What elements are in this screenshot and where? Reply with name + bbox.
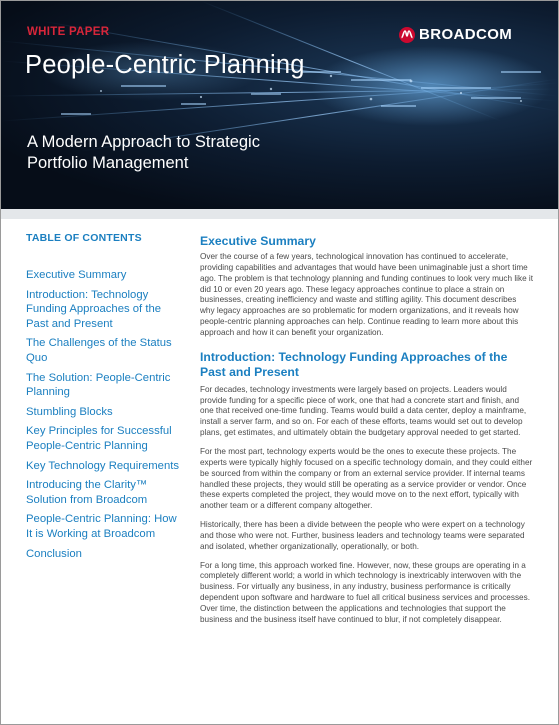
paragraph: For a long time, this approach worked fine. However, now, these groups are operating in a completely different world; a world in which technology is inextricably interwoven with the business. For virtually any business, in any industry, business performance is critically dependent upon software and hardware to fuel all critical business services and processes. Over time, the distinction between the applications and technologies that support the business and the business itself have continued to blur, if not completely disappear. [200,560,530,624]
subtitle-line-1: A Modern Approach to Strategic [27,133,260,151]
broadcom-logo-icon [399,27,415,43]
section-title-introduction: Introduction: Technology Funding Approaches of the Past and Present [200,349,508,379]
toc-item-working-at-broadcom[interactable]: People-Centric Planning: How It is Working at Broadcom [26,513,177,540]
document-title: People-Centric Planning [25,51,305,79]
table-of-contents [26,232,184,566]
paragraph: Over the course of a few years, technological innovation has continued to accelerate, providing capabilities and advantages that would have been unimaginable just a short time ago. The problem is that technology planning and funding continues to look very much like it did 10 or even 20 years ago. These legacy approaches continue to place a strain on businesses, creating inefficiency and waste and stifling agility. This document describes why legacy approaches are so problematic for modern organizations, and it reveals how people-centric planning approaches can help. Continue reading to learn more about this approach and how it can benefit your organization. [200,252,534,337]
toc-item-clarity-solution[interactable]: Introducing the Clarity™ Solution from Broadcom [26,479,148,506]
toc-item-introduction[interactable]: Introduction: Technology Funding Approaches of the Past and Present [26,288,162,330]
brand-name: BROADCOM [419,26,513,43]
paragraph: For decades, technology investments were largely based on projects. Leaders would provide funding for a specific piece of work, one that had a concrete start and finish, and one that received one-time funding. Teams would build a data center, deploy a mainframe, install a server farm, and so on. For each of these efforts, teams would set out to develop plans, get estimates, and ultimately obtain the budgetary approval needed to get started. [200,384,527,438]
toc-heading: TABLE OF CONTENTS [26,232,142,244]
toc-item-solution[interactable]: The Solution: People-Centric Planning [26,371,171,399]
toc-item-conclusion[interactable]: Conclusion [26,547,82,560]
divider-strip [1,209,558,219]
toc-item-executive-summary[interactable]: Executive Summary [26,269,127,281]
paragraph: For the most part, technology experts would be the ones to execute these projects. The experts were typically highly focused on a specific technology domain, and they could either be sourced from within the company or from an external service provider. If internal teams handled these projects, they would still be operating as a service provider or vendor. Once these experts completed the project, they would move on to the next effort, typically with another team or a different company altogether. [200,446,533,511]
document-subtitle [27,132,347,174]
broadcom-logo [399,26,512,43]
subtitle-line-2: Portfolio Management [27,154,189,172]
toc-item-challenges[interactable]: The Challenges of the Status Quo [26,337,172,364]
section-title-executive-summary: Executive Summary [200,234,316,248]
toc-item-stumbling-blocks[interactable]: Stumbling Blocks [26,405,113,418]
paragraph: Historically, there has been a divide between the people who were expert on a technology and those who were not. Further, business leaders and technology teams were separated and isolated, whether organizationally, operationally, or both. [200,520,525,551]
main-content [200,234,533,634]
hero-banner [1,1,558,209]
toc-item-key-principles[interactable]: Key Principles for Successful People-Centric Planning [26,425,172,452]
toc-item-key-technology[interactable]: Key Technology Requirements [26,459,180,472]
document-type-label: WHITE PAPER [27,26,110,38]
